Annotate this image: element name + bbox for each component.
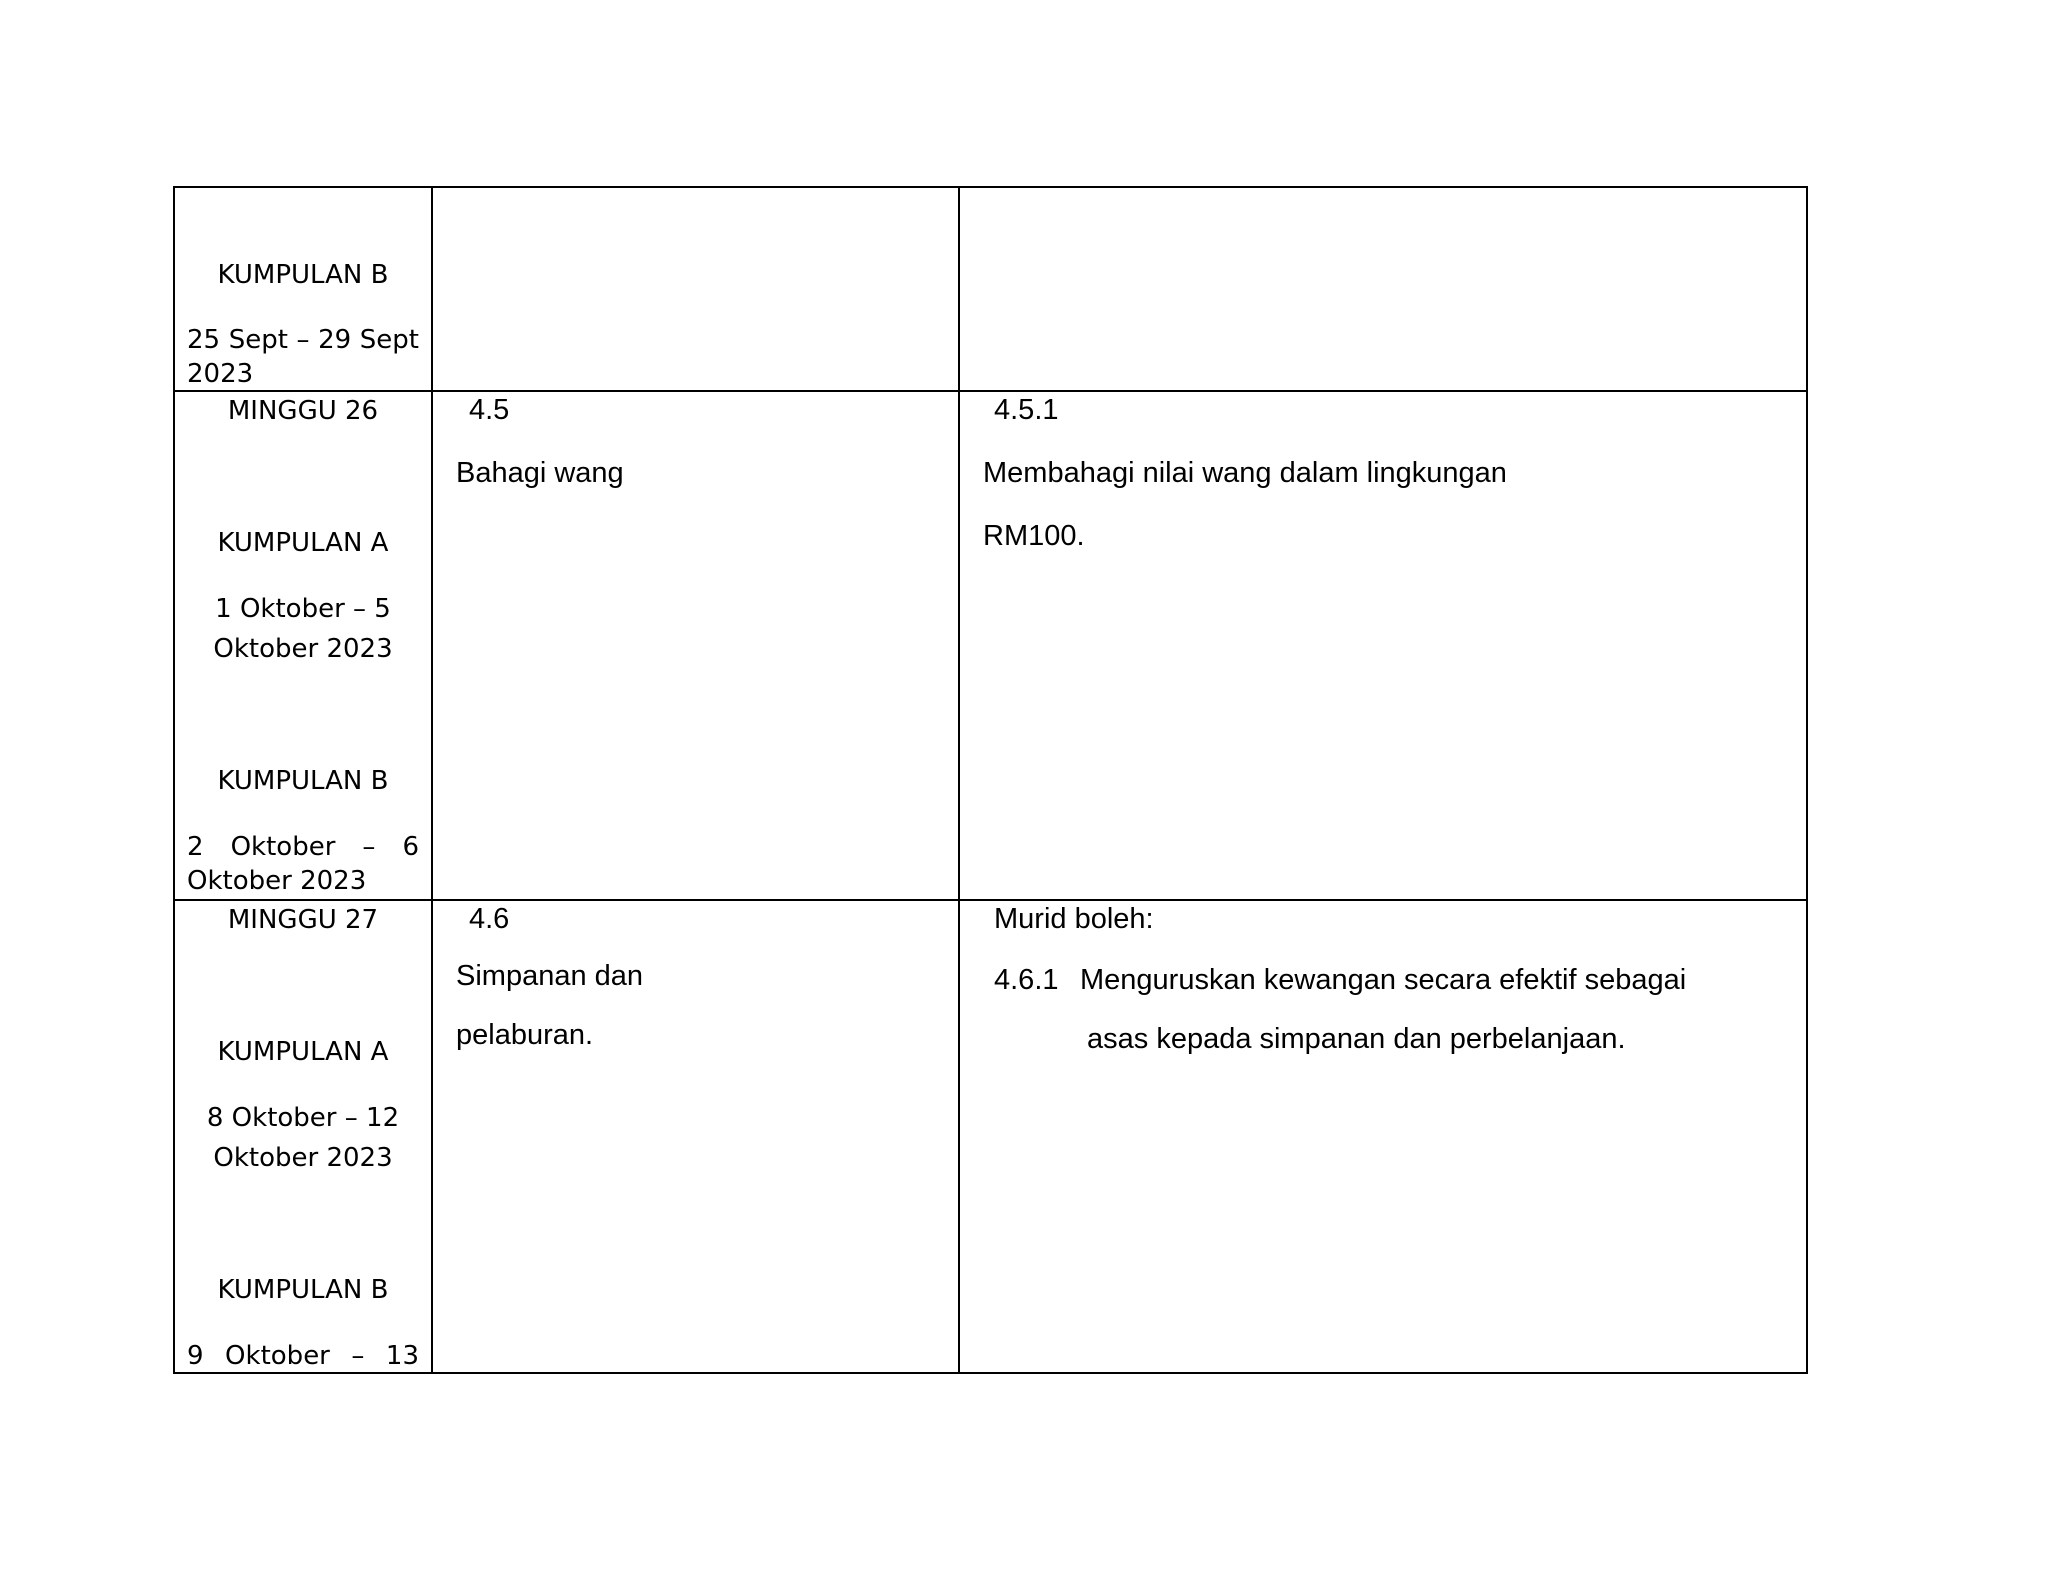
topic-title: Bahagi wang [456, 457, 624, 489]
group-a-dates-year: Oktober 2023 [213, 1143, 393, 1173]
group-a-label: KUMPULAN A [217, 528, 389, 558]
topic-code: 4.6 [469, 903, 510, 935]
standard-code: 4.5.1 [994, 394, 1059, 426]
standard-text-cont: asas kepada simpanan dan perbelanjaan. [1087, 1023, 1626, 1055]
group-a-dates: 1 Oktober – 5 [215, 594, 391, 624]
group-b-dates: 9 Oktober – 13 [187, 1341, 419, 1371]
table-row [174, 391, 1807, 900]
table-row [174, 187, 1807, 391]
lesson-plan-table [173, 186, 1808, 1374]
week-cell [174, 391, 432, 900]
group-b-dates: 25 Sept – 29 Sept [187, 325, 419, 355]
week-cell [174, 900, 432, 1373]
topic-title-cont: pelaburan. [456, 1019, 594, 1051]
group-b-dates: 2 Oktober – 6 [187, 832, 419, 862]
standard-cell [959, 391, 1807, 900]
group-a-dates: 8 Oktober – 12 [206, 1103, 400, 1133]
standard-text: Membahagi nilai wang dalam lingkungan [983, 457, 1507, 489]
group-b-label: KUMPULAN B [217, 1275, 389, 1305]
standard-cell [959, 187, 1807, 391]
topic-code: 4.5 [469, 394, 510, 426]
group-b-dates-year: Oktober 2023 [187, 866, 367, 896]
group-b-label: KUMPULAN B [217, 766, 389, 796]
topic-cell [432, 187, 959, 391]
standard-text: Menguruskan kewangan secara efektif sebagai [1080, 964, 1687, 996]
group-a-label: KUMPULAN A [217, 1037, 389, 1067]
topic-cell [432, 391, 959, 900]
standard-intro: Murid boleh: [994, 903, 1154, 935]
group-a-dates-year: Oktober 2023 [213, 634, 393, 664]
group-b-label: KUMPULAN B [217, 260, 389, 290]
week-label: MINGGU 26 [227, 396, 379, 426]
week-label: MINGGU 27 [227, 905, 379, 935]
standard-text-cont: RM100. [983, 520, 1085, 552]
topic-title: Simpanan dan [456, 960, 644, 992]
topic-cell [432, 900, 959, 1373]
table-row [174, 900, 1807, 1373]
week-cell [174, 187, 432, 391]
standard-code: 4.6.1 [994, 964, 1059, 996]
group-b-dates-year: 2023 [187, 359, 254, 389]
standard-cell [959, 900, 1807, 1373]
